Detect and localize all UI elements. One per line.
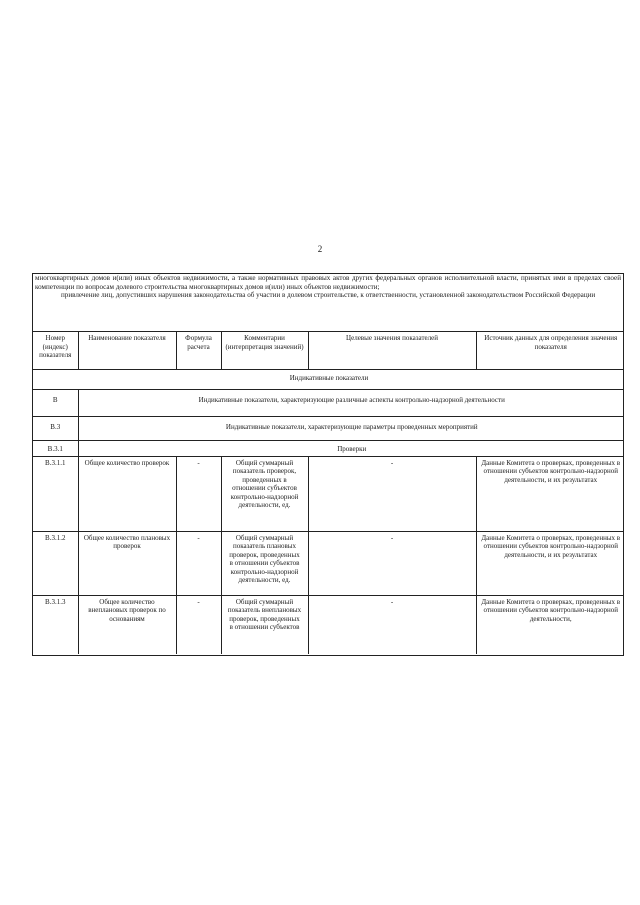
row-comment: Общий суммарный показатель внеплановых проверок, проведенных в отношении субъектов	[221, 595, 308, 654]
document-frame	[32, 273, 624, 656]
row-formula: -	[176, 456, 221, 531]
row-target: -	[308, 531, 476, 595]
row-name: Общее количество внеплановых проверок по основаниям	[78, 595, 176, 654]
row-comment: Общий суммарный показатель плановых проверок, проведенных в отношении субъектов контрольно-надзорной деятельности, ед.	[221, 531, 308, 595]
row-code: В.3.1.1	[33, 456, 78, 531]
row-source: Данные Комитета о проверках, проведенных в отношении субъектов контрольно-надзорной деятельности, и их результатах	[476, 531, 624, 595]
intro-paragraph-2: привлечение лиц, допустивших нарушения законодательства об участии в долевом строительстве, к ответственности, установленной законодательством Российской Федерации	[61, 291, 596, 300]
indicators-table	[33, 332, 624, 654]
table-row	[33, 595, 624, 654]
header-targets: Целевые значения показателей	[308, 332, 476, 369]
page-number: 2	[317, 244, 323, 254]
table-header-row	[33, 332, 624, 369]
row-formula: -	[176, 531, 221, 595]
section-title-row	[33, 369, 624, 389]
row-formula: -	[176, 595, 221, 654]
group-b3-title: Индикативные показатели, характеризующие параметры проведенных мероприятий	[78, 416, 624, 440]
row-source: Данные Комитета о проверках, проведенных в отношении субъектов контрольно-надзорной деятельности, и их результатах	[476, 456, 624, 531]
header-source: Источник данных для определения значения показателя	[476, 332, 624, 369]
row-comment: Общий суммарный показатель проверок, проведенных в отношении субъектов контрольно-надзорной деятельности, ед.	[221, 456, 308, 531]
row-code: В.3.1.2	[33, 531, 78, 595]
table-row	[33, 531, 624, 595]
group-b-title: Индикативные показатели, характеризующие различные аспекты контрольно-надзорной деятельности	[78, 389, 624, 416]
section-title: Индикативные показатели	[33, 369, 624, 389]
header-name: Наименование показателя	[78, 332, 176, 369]
group-b31-title: Проверки	[78, 440, 624, 456]
row-code: В.3.1.3	[33, 595, 78, 654]
intro-paragraph-1: многоквартирных домов и(или) иных объектов недвижимости, а также нормативных правовых актов других федеральных органов исполнительной власти, принятых ими в пределах своей компетенции по вопросам долевого строительства многоквартирных домов и(или) иных объектов недвижимости;	[35, 274, 621, 291]
group-b31-code: В.3.1	[33, 440, 78, 456]
group-row-b31	[33, 440, 624, 456]
header-comments: Комментарии (интерпретация значений)	[221, 332, 308, 369]
table-row	[33, 456, 624, 531]
row-name: Общее количество плановых проверок	[78, 531, 176, 595]
group-b3-code: В.3	[33, 416, 78, 440]
header-formula: Формула расчета	[176, 332, 221, 369]
group-row-b3	[33, 416, 624, 440]
group-row-b	[33, 389, 624, 416]
intro-text	[33, 274, 623, 332]
row-source: Данные Комитета о проверках, проведенных в отношении субъектов контрольно-надзорной деятельности,	[476, 595, 624, 654]
row-name: Общее количество проверок	[78, 456, 176, 531]
row-target: -	[308, 595, 476, 654]
header-number: Номер (индекс) показателя	[33, 332, 78, 369]
row-target: -	[308, 456, 476, 531]
group-b-code: В	[33, 389, 78, 416]
